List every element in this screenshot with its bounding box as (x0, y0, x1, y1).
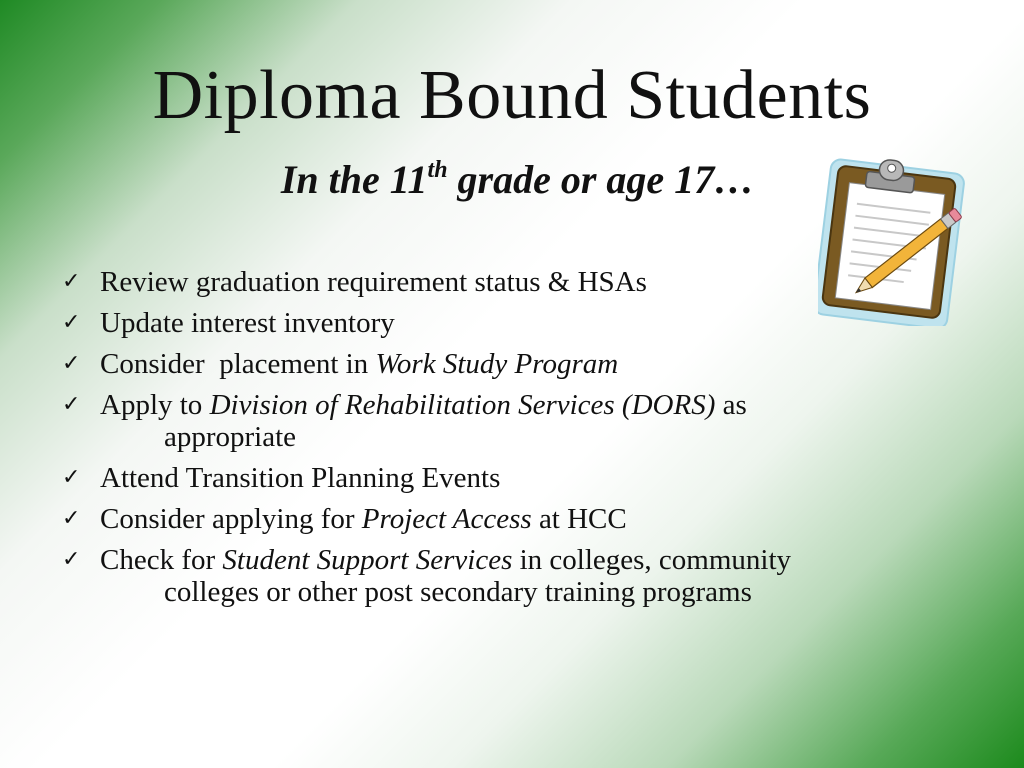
bullet-emphasis: Division of Rehabilitation Services (DORS) (209, 389, 716, 421)
bullet-text: Consider placement in (100, 348, 376, 380)
bullet-emphasis: Student Support Services (222, 544, 513, 576)
checkmark-icon: ✓ (62, 310, 81, 335)
bullet-text: Consider applying for (100, 503, 362, 535)
bullet-emphasis: Work Study Program (375, 348, 619, 380)
checkmark-icon: ✓ (62, 269, 81, 294)
bullet-text: Review graduation requirement status & HSAs (100, 266, 647, 298)
bullet-text: Update interest inventory (100, 307, 395, 339)
checkmark-icon: ✓ (62, 351, 81, 376)
subtitle-text-after: grade or age 17… (447, 157, 755, 202)
bullet-text: Check for (100, 544, 223, 576)
bullet-text: Apply to (100, 389, 210, 421)
bullet-item (62, 307, 992, 339)
bullet-list (62, 266, 992, 617)
subtitle-superscript: th (427, 157, 448, 183)
checkmark-icon: ✓ (62, 506, 81, 531)
bullet-item (62, 503, 992, 535)
bullet-text-after: in colleges, community (512, 544, 792, 576)
bullet-text: Attend Transition Planning Events (100, 462, 501, 494)
checkmark-icon: ✓ (62, 465, 81, 490)
bullet-text-after: as (715, 389, 747, 421)
checkmark-icon: ✓ (62, 392, 81, 417)
bullet-item (62, 389, 992, 453)
bullet-continuation: colleges or other post secondary training programs (164, 576, 752, 608)
bullet-item (62, 266, 992, 298)
bullet-text-after: at HCC (531, 503, 627, 535)
bullet-emphasis: Project Access (361, 503, 532, 535)
bullet-item (62, 462, 992, 494)
slide-title: Diploma Bound Students (152, 57, 872, 134)
bullet-item (62, 348, 992, 380)
subtitle-text-before: In the 11 (280, 157, 428, 202)
bullet-continuation: appropriate (164, 421, 297, 453)
checkmark-icon: ✓ (62, 547, 81, 572)
bullet-item (62, 544, 992, 608)
